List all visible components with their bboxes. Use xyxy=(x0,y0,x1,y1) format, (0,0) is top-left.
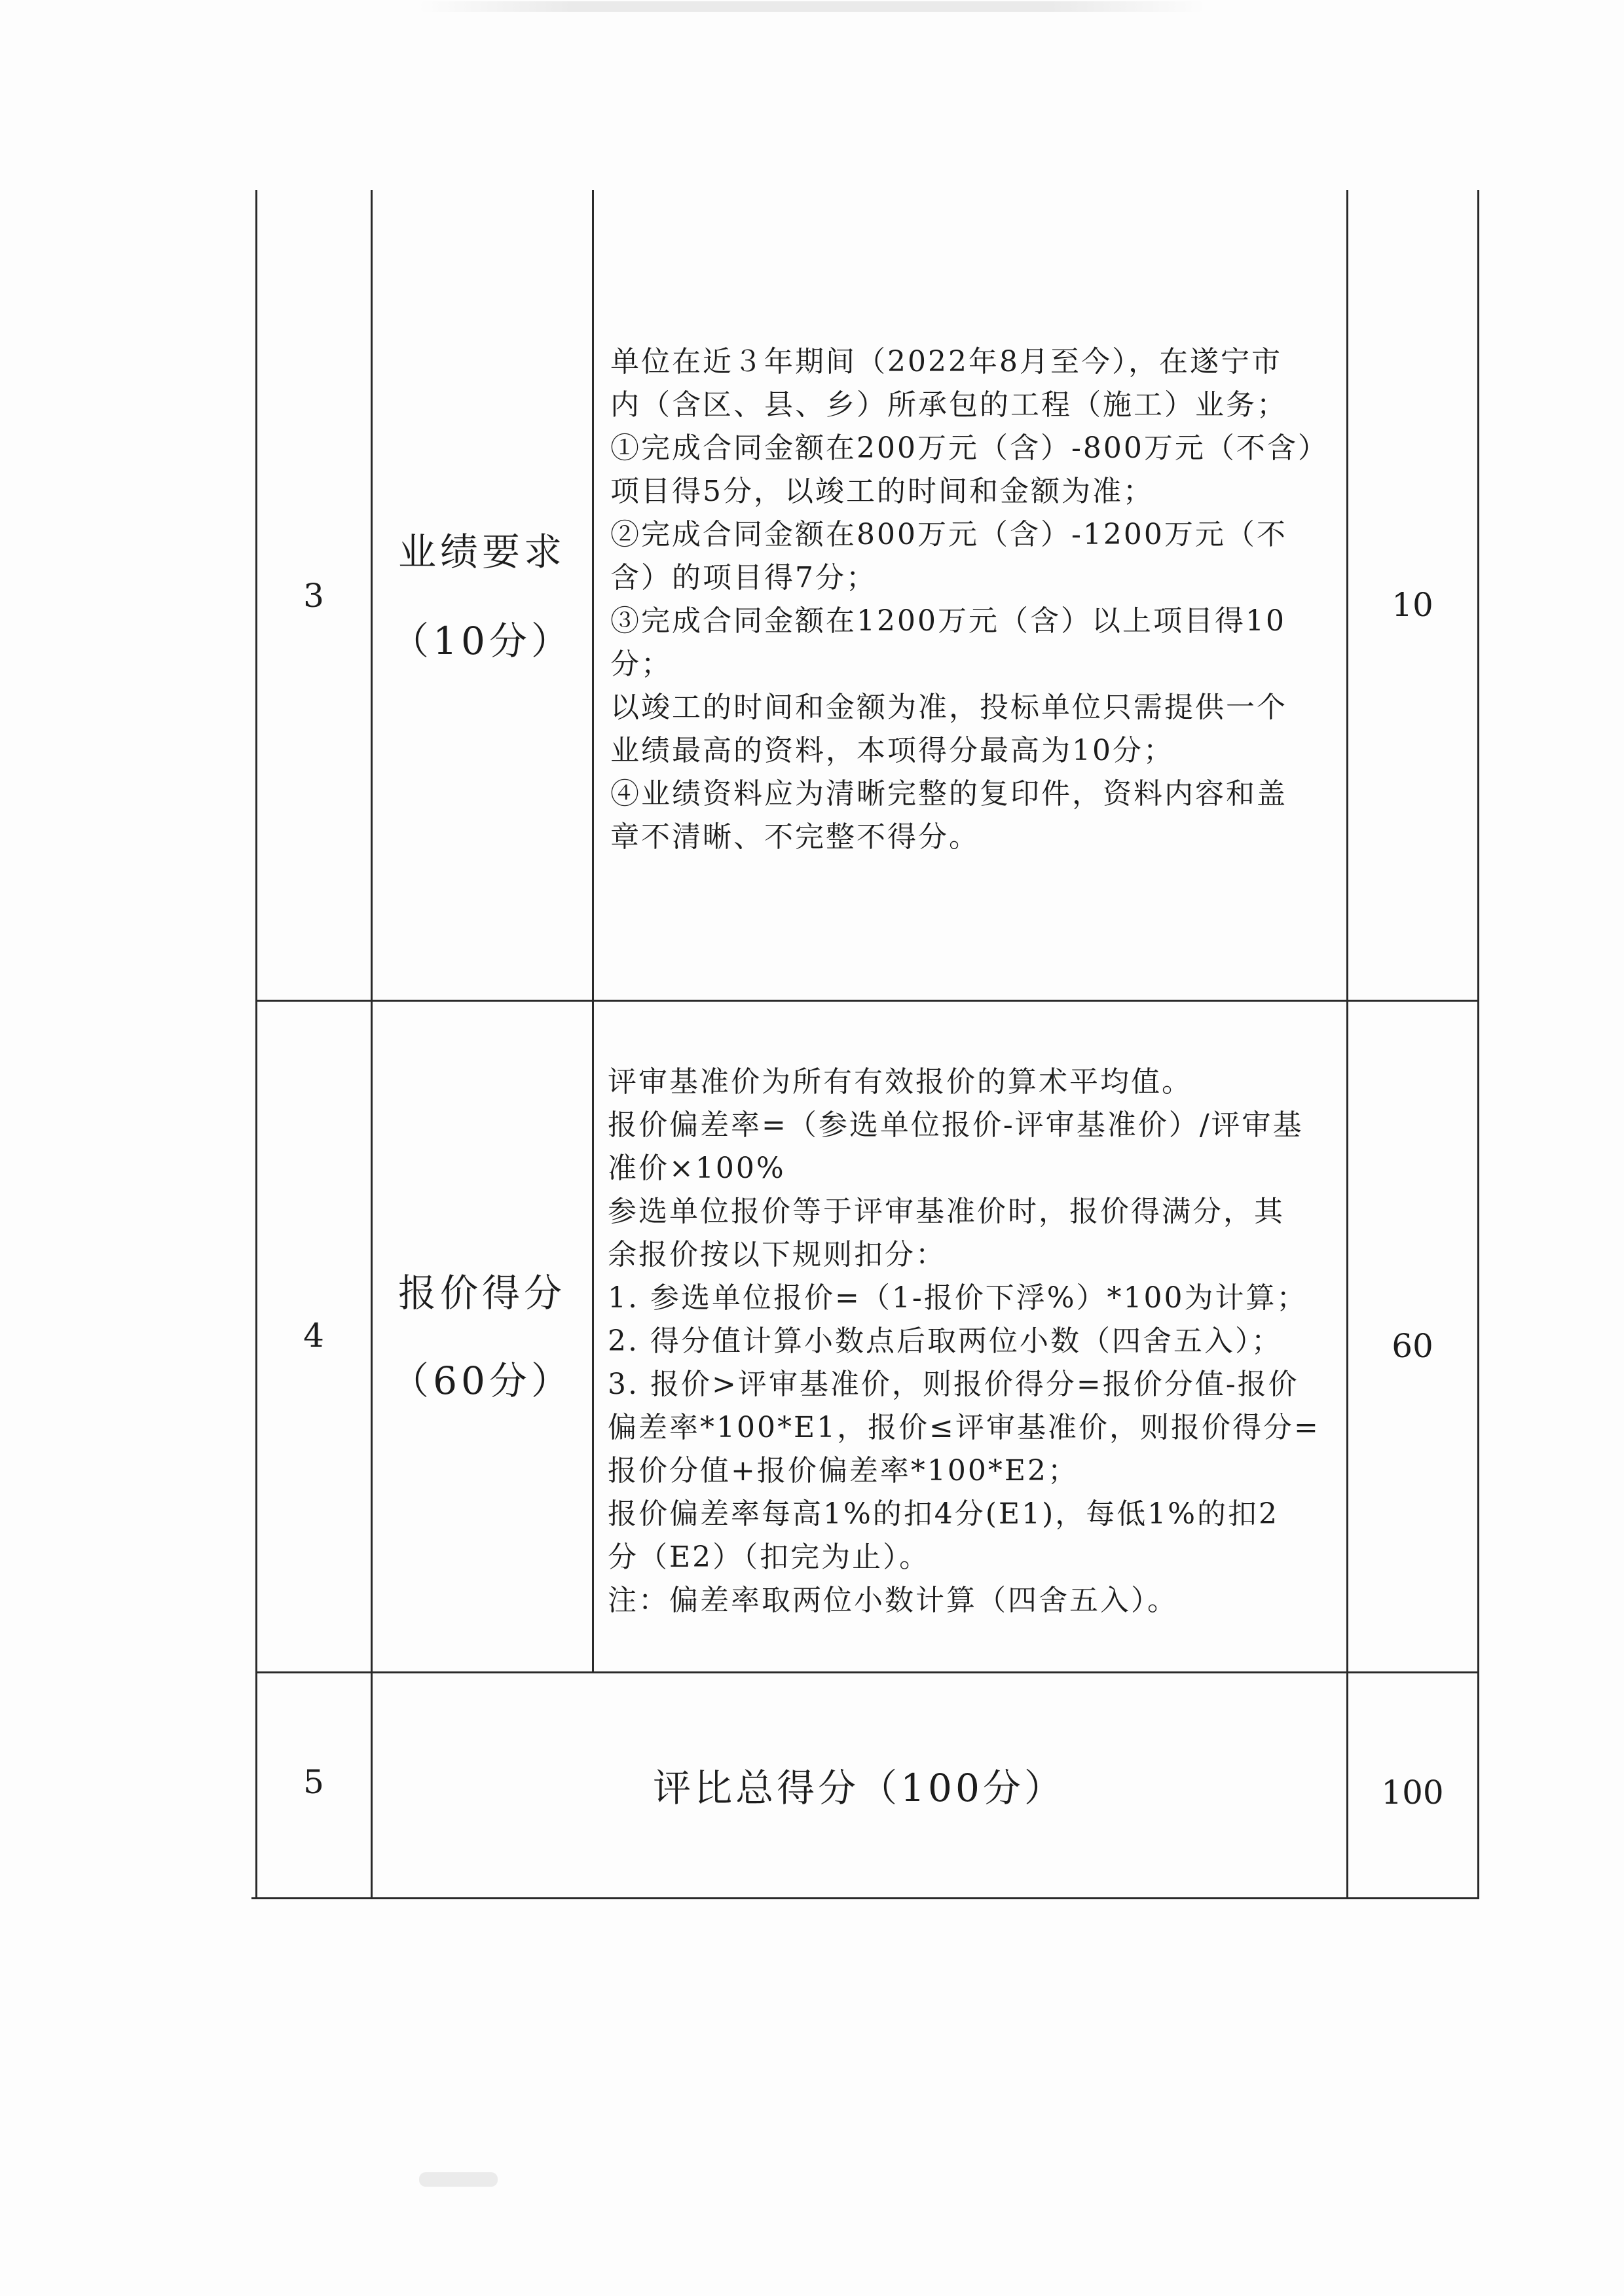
total-score-value: 100 xyxy=(1381,1774,1444,1812)
row-number: 5 xyxy=(303,1763,324,1801)
criteria-line: 评审基准价为所有有效报价的算术平均值。 xyxy=(608,1065,1192,1099)
table-divider-category xyxy=(592,190,594,1673)
criteria-line: 准价×100% xyxy=(608,1152,786,1185)
criteria-line: 2. 得分值计算小数点后取两位小数（四舍五入）； xyxy=(608,1324,1282,1358)
row-score: 10 xyxy=(1392,586,1433,624)
total-score-label: 评比总得分（100分） xyxy=(653,1766,1065,1810)
table-border-bottom xyxy=(251,1897,1479,1899)
table-border-left xyxy=(255,190,257,1899)
criteria-line: 余报价按以下规则扣分： xyxy=(608,1238,946,1271)
criteria-line: 分； xyxy=(610,647,672,681)
criteria-line: 项目得5分，以竣工的时间和金额为准； xyxy=(610,475,1154,508)
criteria-line: 内（含区、县、乡）所承包的工程（施工）业务； xyxy=(610,388,1287,422)
criteria-line: 单位在近３年期间（2022年8月至今），在遂宁市 xyxy=(610,345,1282,378)
criteria-line: 1. 参选单位报价=（1-报价下浮%）*100为计算； xyxy=(608,1281,1308,1315)
criteria-line: ①完成合同金额在200万元（含）-800万元（不含） xyxy=(610,431,1329,465)
table-divider-number xyxy=(371,190,373,1899)
category-points: （60分） xyxy=(391,1358,573,1403)
criteria-line: 参选单位报价等于评审基准价时，报价得满分，其 xyxy=(608,1195,1285,1228)
criteria-line: 偏差率*100*E1，报价≤评审基准价，则报价得分= xyxy=(608,1411,1320,1444)
table-border-right xyxy=(1477,190,1479,1899)
row-divider-4-5 xyxy=(255,1671,1479,1673)
row-number: 4 xyxy=(303,1317,324,1355)
criteria-line: ④业绩资料应为清晰完整的复印件，资料内容和盖 xyxy=(610,777,1287,811)
criteria-line: 章不清晰、不完整不得分。 xyxy=(610,820,980,854)
category-points: （10分） xyxy=(391,619,573,663)
row-score: 60 xyxy=(1392,1327,1433,1365)
criteria-text xyxy=(610,340,1329,859)
row-divider-3-4 xyxy=(255,1000,1479,1002)
criteria-line: 以竣工的时间和金额为准，投标单位只需提供一个 xyxy=(610,691,1287,724)
category-name: 报价得分 xyxy=(397,1271,566,1315)
criteria-line: 分（E2）（扣完为止）。 xyxy=(608,1540,931,1574)
criteria-text xyxy=(608,1061,1320,1622)
criteria-line: 报价偏差率每高1%的扣4分(E1)，每低1%的扣2 xyxy=(608,1497,1280,1531)
table-divider-score xyxy=(1346,190,1348,1899)
criteria-line: 业绩最高的资料，本项得分最高为10分； xyxy=(610,734,1174,767)
criteria-line: ②完成合同金额在800万元（含）-1200万元（不 xyxy=(610,518,1287,551)
scan-artifact-bottom xyxy=(419,2172,498,2187)
criteria-line: 3. 报价>评审基准价，则报价得分=报价分值-报价 xyxy=(608,1368,1299,1401)
criteria-line: 报价偏差率=（参选单位报价-评审基准价）/评审基 xyxy=(608,1108,1304,1142)
criteria-line: ③完成合同金额在1200万元（含）以上项目得10 xyxy=(610,604,1286,638)
criteria-line: 报价分值+报价偏差率*100*E2； xyxy=(608,1454,1079,1487)
criteria-line: 注：偏差率取两位小数计算（四舍五入）。 xyxy=(608,1584,1178,1617)
criteria-line: 含）的项目得7分； xyxy=(610,561,877,594)
category-name: 业绩要求 xyxy=(397,530,566,574)
scan-artifact-top xyxy=(419,1,1205,12)
row-number: 3 xyxy=(303,577,324,615)
